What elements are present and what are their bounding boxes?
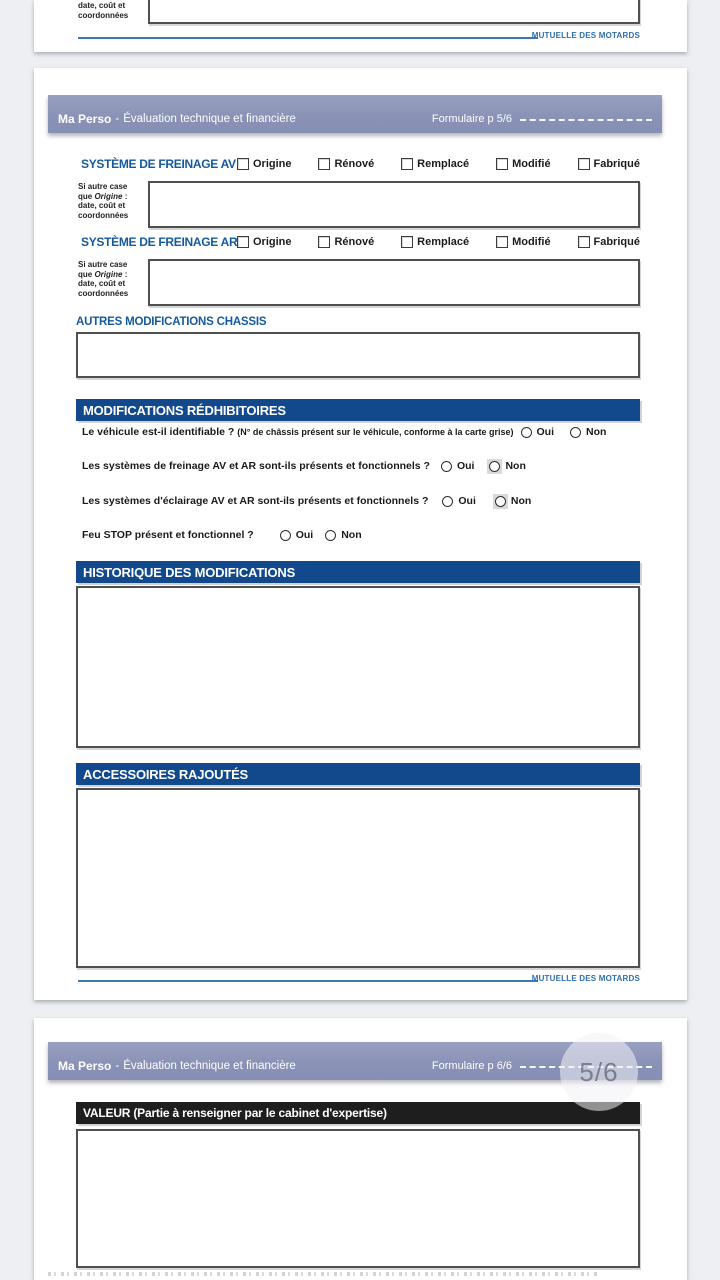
av-renove-checkbox[interactable] xyxy=(318,158,330,170)
ar-renove-checkbox[interactable] xyxy=(318,236,330,248)
av-remplace-option xyxy=(401,158,469,170)
ar-origine-checkbox[interactable] xyxy=(237,236,249,248)
q1-oui-radio[interactable] xyxy=(519,425,534,440)
av-remplace-checkbox[interactable] xyxy=(401,158,413,170)
av-renove-option xyxy=(318,158,374,170)
ar-modifie-label: Modifié xyxy=(512,236,551,248)
q1-detail: (N° de châssis présent sur le véhicule, conforme à la carte grise) xyxy=(237,427,514,437)
prev-side-note-line-3: date, coût et xyxy=(78,1,126,10)
q2-oui-label: Oui xyxy=(456,460,475,472)
q1-oui-label: Oui xyxy=(536,426,555,438)
av-origine-label: Origine xyxy=(253,158,292,170)
q1-non-label: Non xyxy=(586,426,607,438)
prev-footer-rule xyxy=(78,37,538,39)
q2-non-radio[interactable] xyxy=(487,459,502,474)
page5-form-page-label: Formulaire p 5/6 xyxy=(431,112,512,125)
ar-fabrique-label: Fabriqué xyxy=(593,236,640,248)
ar-origine-option xyxy=(237,236,292,248)
form-title: Évaluation technique et financière xyxy=(123,112,296,125)
ar-details-field[interactable] xyxy=(148,259,640,306)
question-identifiable xyxy=(82,424,640,440)
history-section-bar: HISTORIQUE DES MODIFICATIONS xyxy=(76,561,640,583)
av-remplace-label: Remplacé xyxy=(417,158,470,170)
q4-non-label: Non xyxy=(341,529,362,541)
av-modifie-option xyxy=(496,158,551,170)
page-4-fragment xyxy=(34,0,687,52)
question-eclairage xyxy=(82,493,640,509)
brake-rear-row xyxy=(81,234,640,250)
q4-oui-label: Oui xyxy=(295,529,314,541)
ar-remplace-option xyxy=(401,236,469,248)
q3-non-radio[interactable] xyxy=(493,494,508,509)
valeur-section-bar: VALEUR (Partie à renseigner par le cabinet d'expertise) xyxy=(76,1102,640,1124)
ar-fabrique-checkbox[interactable] xyxy=(578,236,590,248)
page5-footer-rule xyxy=(78,980,538,982)
brand-separator: - xyxy=(115,112,120,125)
brand-label: Ma Perso xyxy=(58,1058,112,1073)
av-origine-checkbox[interactable] xyxy=(237,158,249,170)
page-5 xyxy=(34,68,687,1000)
prev-footer-brand: MUTUELLE DES MOTARDS xyxy=(531,31,640,40)
page5-header-bar xyxy=(48,95,662,133)
chassis-modifications-field[interactable] xyxy=(76,332,640,378)
q1-text: Le véhicule est-il identifiable ? xyxy=(82,426,235,438)
q3-oui-label: Oui xyxy=(458,495,476,507)
av-modifie-checkbox[interactable] xyxy=(496,158,508,170)
prev-side-note-line-4: coordonnées xyxy=(78,10,129,20)
prev-side-note xyxy=(78,1,148,20)
av-fabrique-option xyxy=(578,158,640,170)
valeur-field[interactable] xyxy=(76,1129,640,1268)
ar-origine-label: Origine xyxy=(253,236,292,248)
ar-remplace-label: Remplacé xyxy=(417,236,470,248)
ar-remplace-checkbox[interactable] xyxy=(401,236,413,248)
question-freinage xyxy=(82,458,640,474)
page5-footer-brand: MUTUELLE DES MOTARDS xyxy=(531,974,640,983)
av-details-field[interactable] xyxy=(148,181,640,228)
av-fabrique-label: Fabriqué xyxy=(593,158,640,170)
brake-front-row xyxy=(81,156,640,172)
header-dashes xyxy=(520,119,652,121)
q2-text: Les systèmes de freinage AV et AR sont-ils présents et fonctionnels ? xyxy=(82,460,430,472)
brake-front-side-note: Si autre case que Origine : date, coût et coordonnées xyxy=(78,182,129,220)
page6-form-page-label: Formulaire p 6/6 xyxy=(431,1059,512,1072)
question-feu-stop xyxy=(82,527,640,543)
accessories-field[interactable] xyxy=(76,788,640,968)
page-6 xyxy=(34,1018,687,1280)
ar-fabrique-option xyxy=(578,236,640,248)
form-title: Évaluation technique et financière xyxy=(123,1059,296,1072)
accessories-section-bar: ACCESSOIRES RAJOUTÉS xyxy=(76,763,640,785)
chassis-heading: AUTRES MODIFICATIONS CHASSIS xyxy=(76,316,267,328)
q4-oui-radio[interactable] xyxy=(278,528,293,543)
av-renove-label: Rénové xyxy=(334,158,375,170)
av-origine-option xyxy=(237,158,292,170)
clipped-text-fragment xyxy=(48,1272,600,1276)
brand-label: Ma Perso xyxy=(58,111,112,126)
av-modifie-label: Modifié xyxy=(512,158,551,170)
prev-details-field[interactable] xyxy=(148,0,640,24)
q4-non-radio[interactable] xyxy=(323,528,338,543)
q2-non-label: Non xyxy=(505,460,526,472)
ar-modifie-checkbox[interactable] xyxy=(496,236,508,248)
page-position-indicator: 5/6 xyxy=(560,1033,638,1111)
q3-oui-radio[interactable] xyxy=(440,494,455,509)
q2-oui-radio[interactable] xyxy=(439,459,454,474)
ar-modifie-option xyxy=(496,236,551,248)
ar-renove-label: Rénové xyxy=(334,236,375,248)
q1-non-radio[interactable] xyxy=(568,425,583,440)
q3-text: Les systèmes d'éclairage AV et AR sont-ils présents et fonctionnels ? xyxy=(82,495,429,507)
history-field[interactable] xyxy=(76,586,640,748)
brake-rear-side-note: Si autre case que Origine : date, coût et coordonnées xyxy=(78,260,129,298)
q3-non-label: Non xyxy=(510,495,532,507)
redhibitoires-section-bar: MODIFICATIONS RÉDHIBITOIRES xyxy=(76,399,640,421)
q4-text: Feu STOP présent et fonctionnel ? xyxy=(82,529,254,541)
av-fabrique-checkbox[interactable] xyxy=(578,158,590,170)
ar-renove-option xyxy=(318,236,374,248)
brake-front-heading: SYSTÈME DE FREINAGE AV xyxy=(81,157,236,171)
brake-rear-heading: SYSTÈME DE FREINAGE AR xyxy=(81,235,238,249)
brand-separator: - xyxy=(115,1059,120,1072)
